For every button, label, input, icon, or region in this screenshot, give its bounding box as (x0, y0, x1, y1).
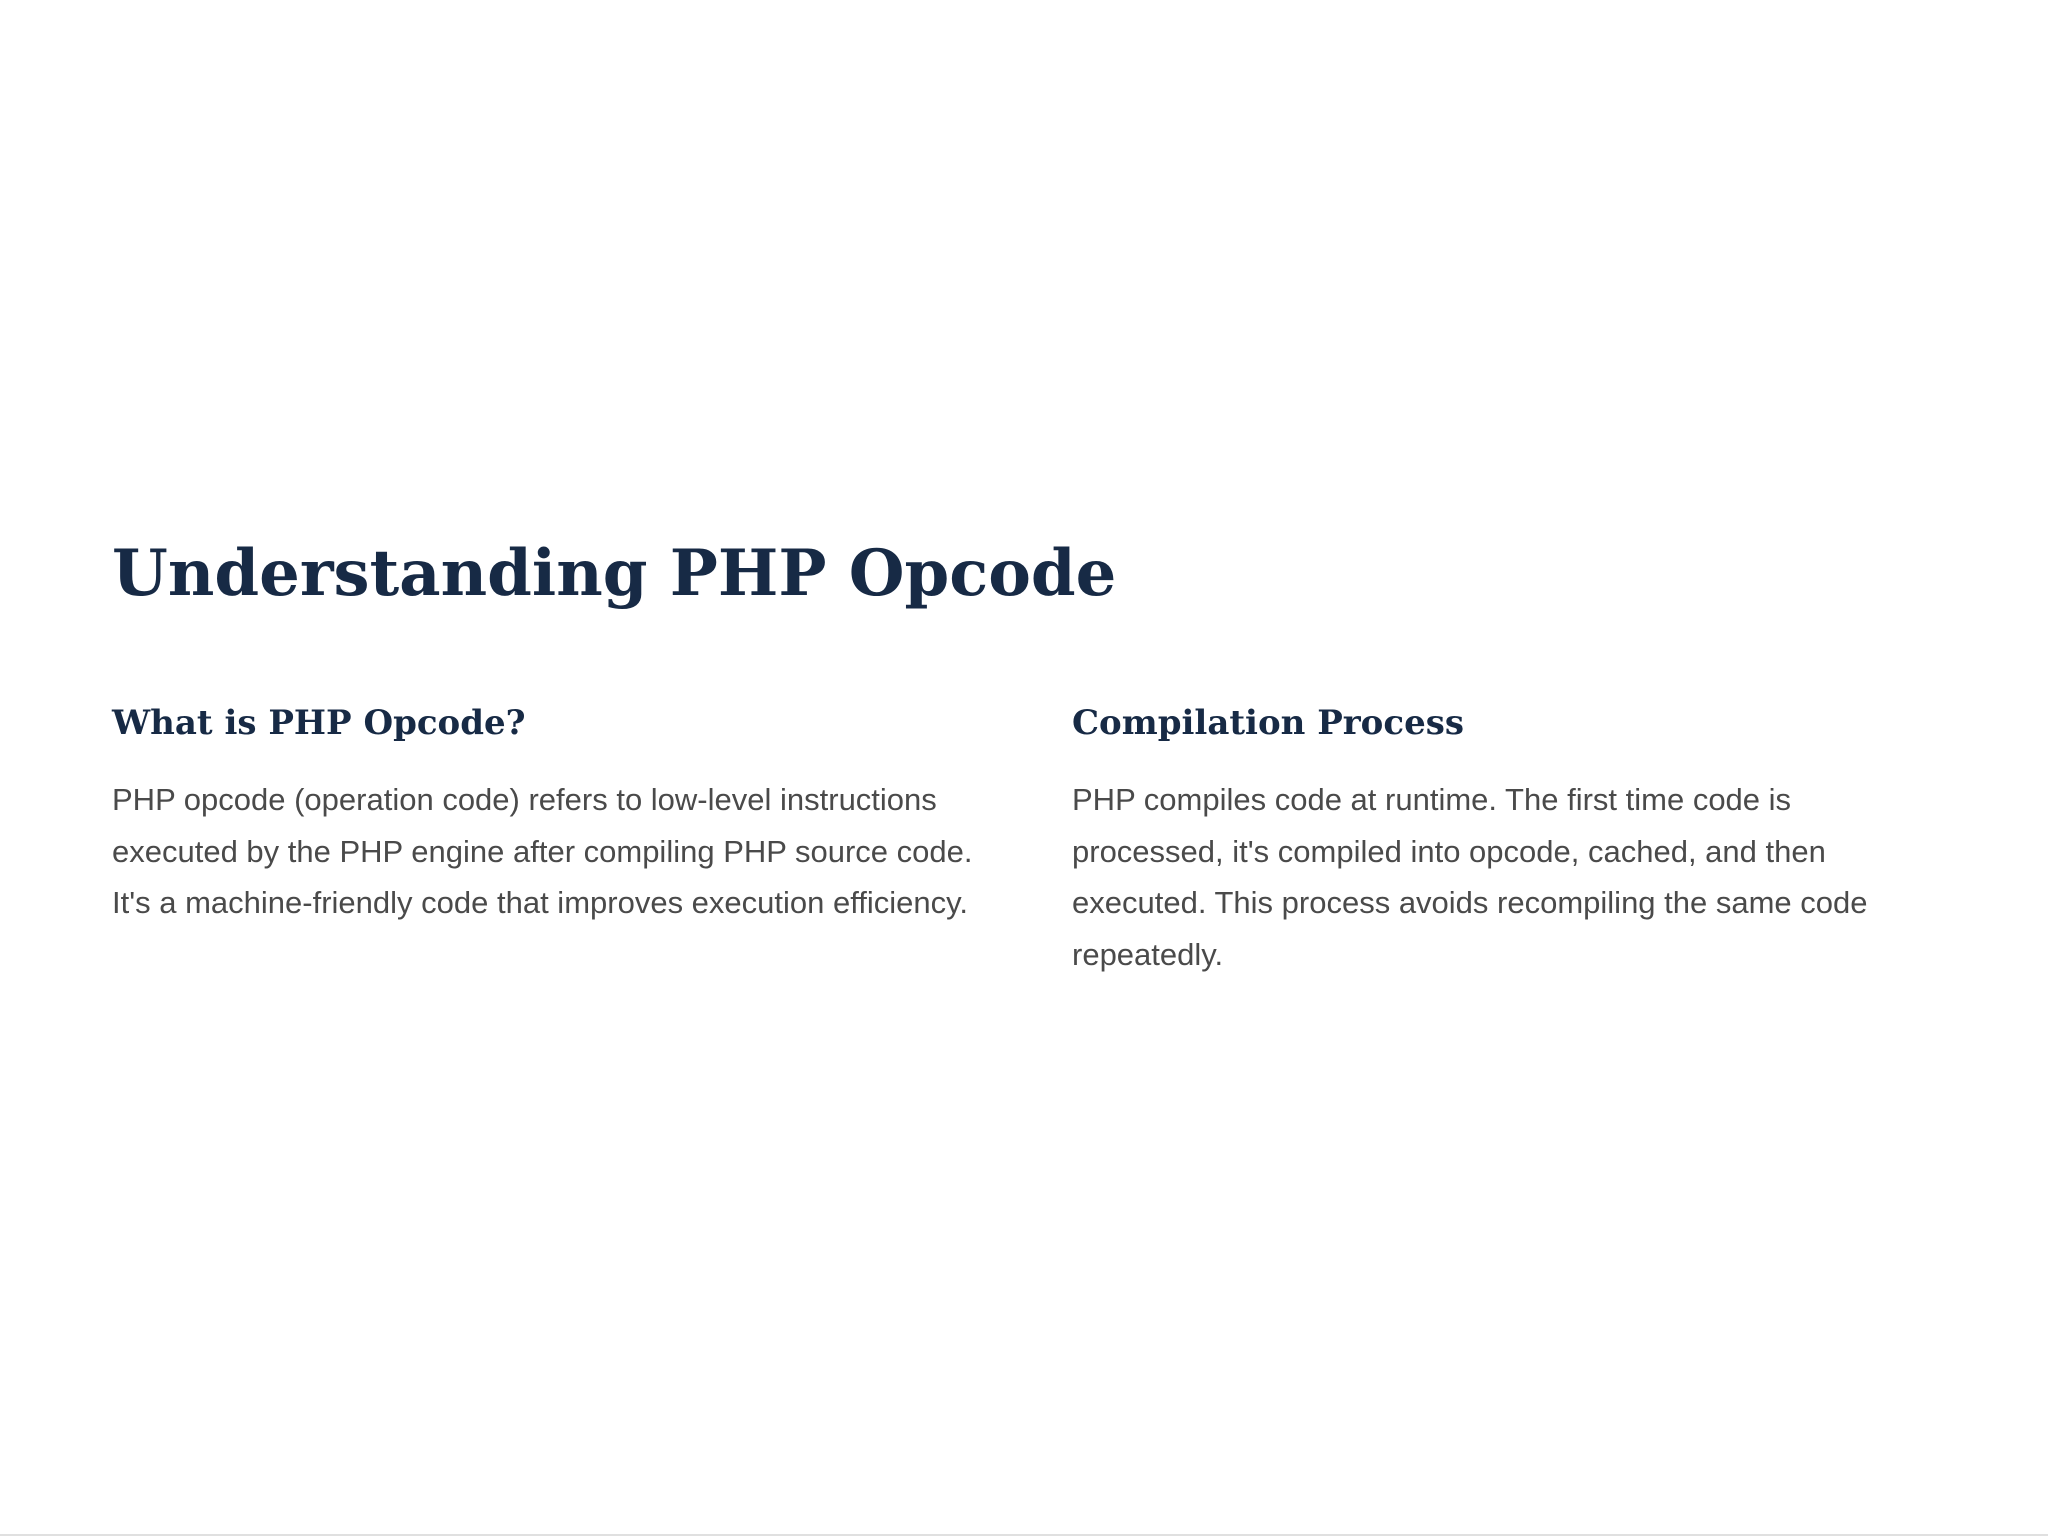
two-column-layout (112, 700, 1932, 980)
section-heading: Compilation Process (1072, 703, 1464, 743)
section-what-is-opcode (112, 700, 982, 980)
section-compilation-process (1072, 700, 1932, 980)
section-body: PHP compiles code at runtime. The first time code is processed, it's compiled into opcode, cached, and then executed. This process avoids recompiling the same code repeatedly. (1072, 782, 1868, 972)
section-body: PHP opcode (operation code) refers to low-level instructions executed by the PHP engine after compiling PHP source code. It's a machine-friendly code that improves execution efficiency. (112, 782, 973, 920)
page-title: Understanding PHP Opcode (112, 536, 1117, 611)
content-area (112, 530, 1932, 980)
section-heading: What is PHP Opcode? (112, 703, 526, 743)
